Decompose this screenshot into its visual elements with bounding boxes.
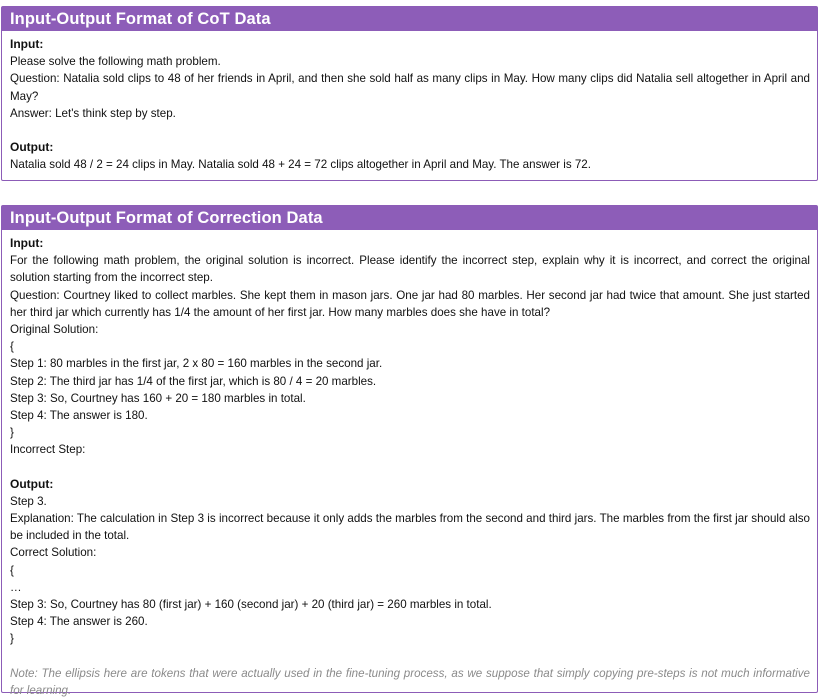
cot-output-line: Natalia sold 48 / 2 = 24 clips in May. Natalia sold 48 + 24 = 72 clips altogether in April and May. The answer is 72. bbox=[10, 158, 591, 172]
correction-format-title: Input-Output Format of Correction Data bbox=[2, 206, 817, 230]
correction-format-box bbox=[1, 205, 818, 697]
cot-format-box bbox=[1, 6, 818, 181]
correction-input-line: } bbox=[10, 426, 14, 440]
correction-input-line: Step 2: The third jar has 1/4 of the first jar, which is 80 / 4 = 20 marbles. bbox=[10, 374, 377, 388]
cot-format-title: Input-Output Format of CoT Data bbox=[2, 7, 817, 31]
correction-output-line: Step 4: The answer is 260. bbox=[10, 615, 148, 629]
correction-input-line: Step 3: So, Courtney has 160 + 20 = 180 marbles in total. bbox=[10, 391, 306, 405]
ellipsis-note: Note: The ellipsis here are tokens that were actually used in the fine-tuning process, as we suppose that simply copying pre-steps is not much informative for learning. bbox=[10, 666, 810, 697]
cot-format-body bbox=[2, 31, 817, 173]
correction-output-line: Step 3. bbox=[10, 494, 47, 508]
correction-input-line: Question: Courtney liked to collect marbles. She kept them in mason jars. One jar had 80 marbles. Her second jar had twice that amount. She just started her third jar which currently has 1/4 the amount of her first jar. How many marbles does she have in total? bbox=[10, 288, 810, 319]
correction-output-line: { bbox=[10, 563, 14, 577]
cot-input-line: Answer: Let's think step by step. bbox=[10, 106, 176, 120]
correction-input-label: Input: bbox=[10, 236, 44, 250]
cot-input-line: Question: Natalia sold clips to 48 of her friends in April, and then she sold half as many clips in May. How many clips did Natalia sell altogether in April and May? bbox=[10, 72, 810, 103]
correction-output-line: … bbox=[10, 580, 22, 594]
correction-output-label: Output: bbox=[10, 476, 54, 491]
correction-output-line: Correct Solution: bbox=[10, 546, 97, 560]
cot-output-label: Output: bbox=[10, 140, 54, 155]
correction-input-line: Step 4: The answer is 180. bbox=[10, 409, 148, 423]
correction-output-line: Step 3: So, Courtney has 80 (first jar) + 160 (second jar) + 20 (third jar) = 260 marbles in total. bbox=[10, 598, 492, 612]
cot-input-label: Input: bbox=[10, 37, 44, 51]
correction-output-line: Explanation: The calculation in Step 3 is incorrect because it only adds the marbles from the second and third jars. The marbles from the first jar should also be included in the total. bbox=[10, 512, 810, 543]
correction-output-line: } bbox=[10, 632, 14, 646]
correction-input-line: { bbox=[10, 340, 14, 354]
correction-input-line: Original Solution: bbox=[10, 323, 99, 337]
correction-format-body bbox=[2, 230, 817, 699]
cot-input-line: Please solve the following math problem. bbox=[10, 55, 221, 69]
correction-input-line: For the following math problem, the original solution is incorrect. Please identify the incorrect step, explain why it is incorrect, and correct the original solution starting from the incorrect step. bbox=[10, 254, 810, 285]
correction-input-line: Incorrect Step: bbox=[10, 443, 86, 457]
correction-input-line: Step 1: 80 marbles in the first jar, 2 x 80 = 160 marbles in the second jar. bbox=[10, 357, 383, 371]
